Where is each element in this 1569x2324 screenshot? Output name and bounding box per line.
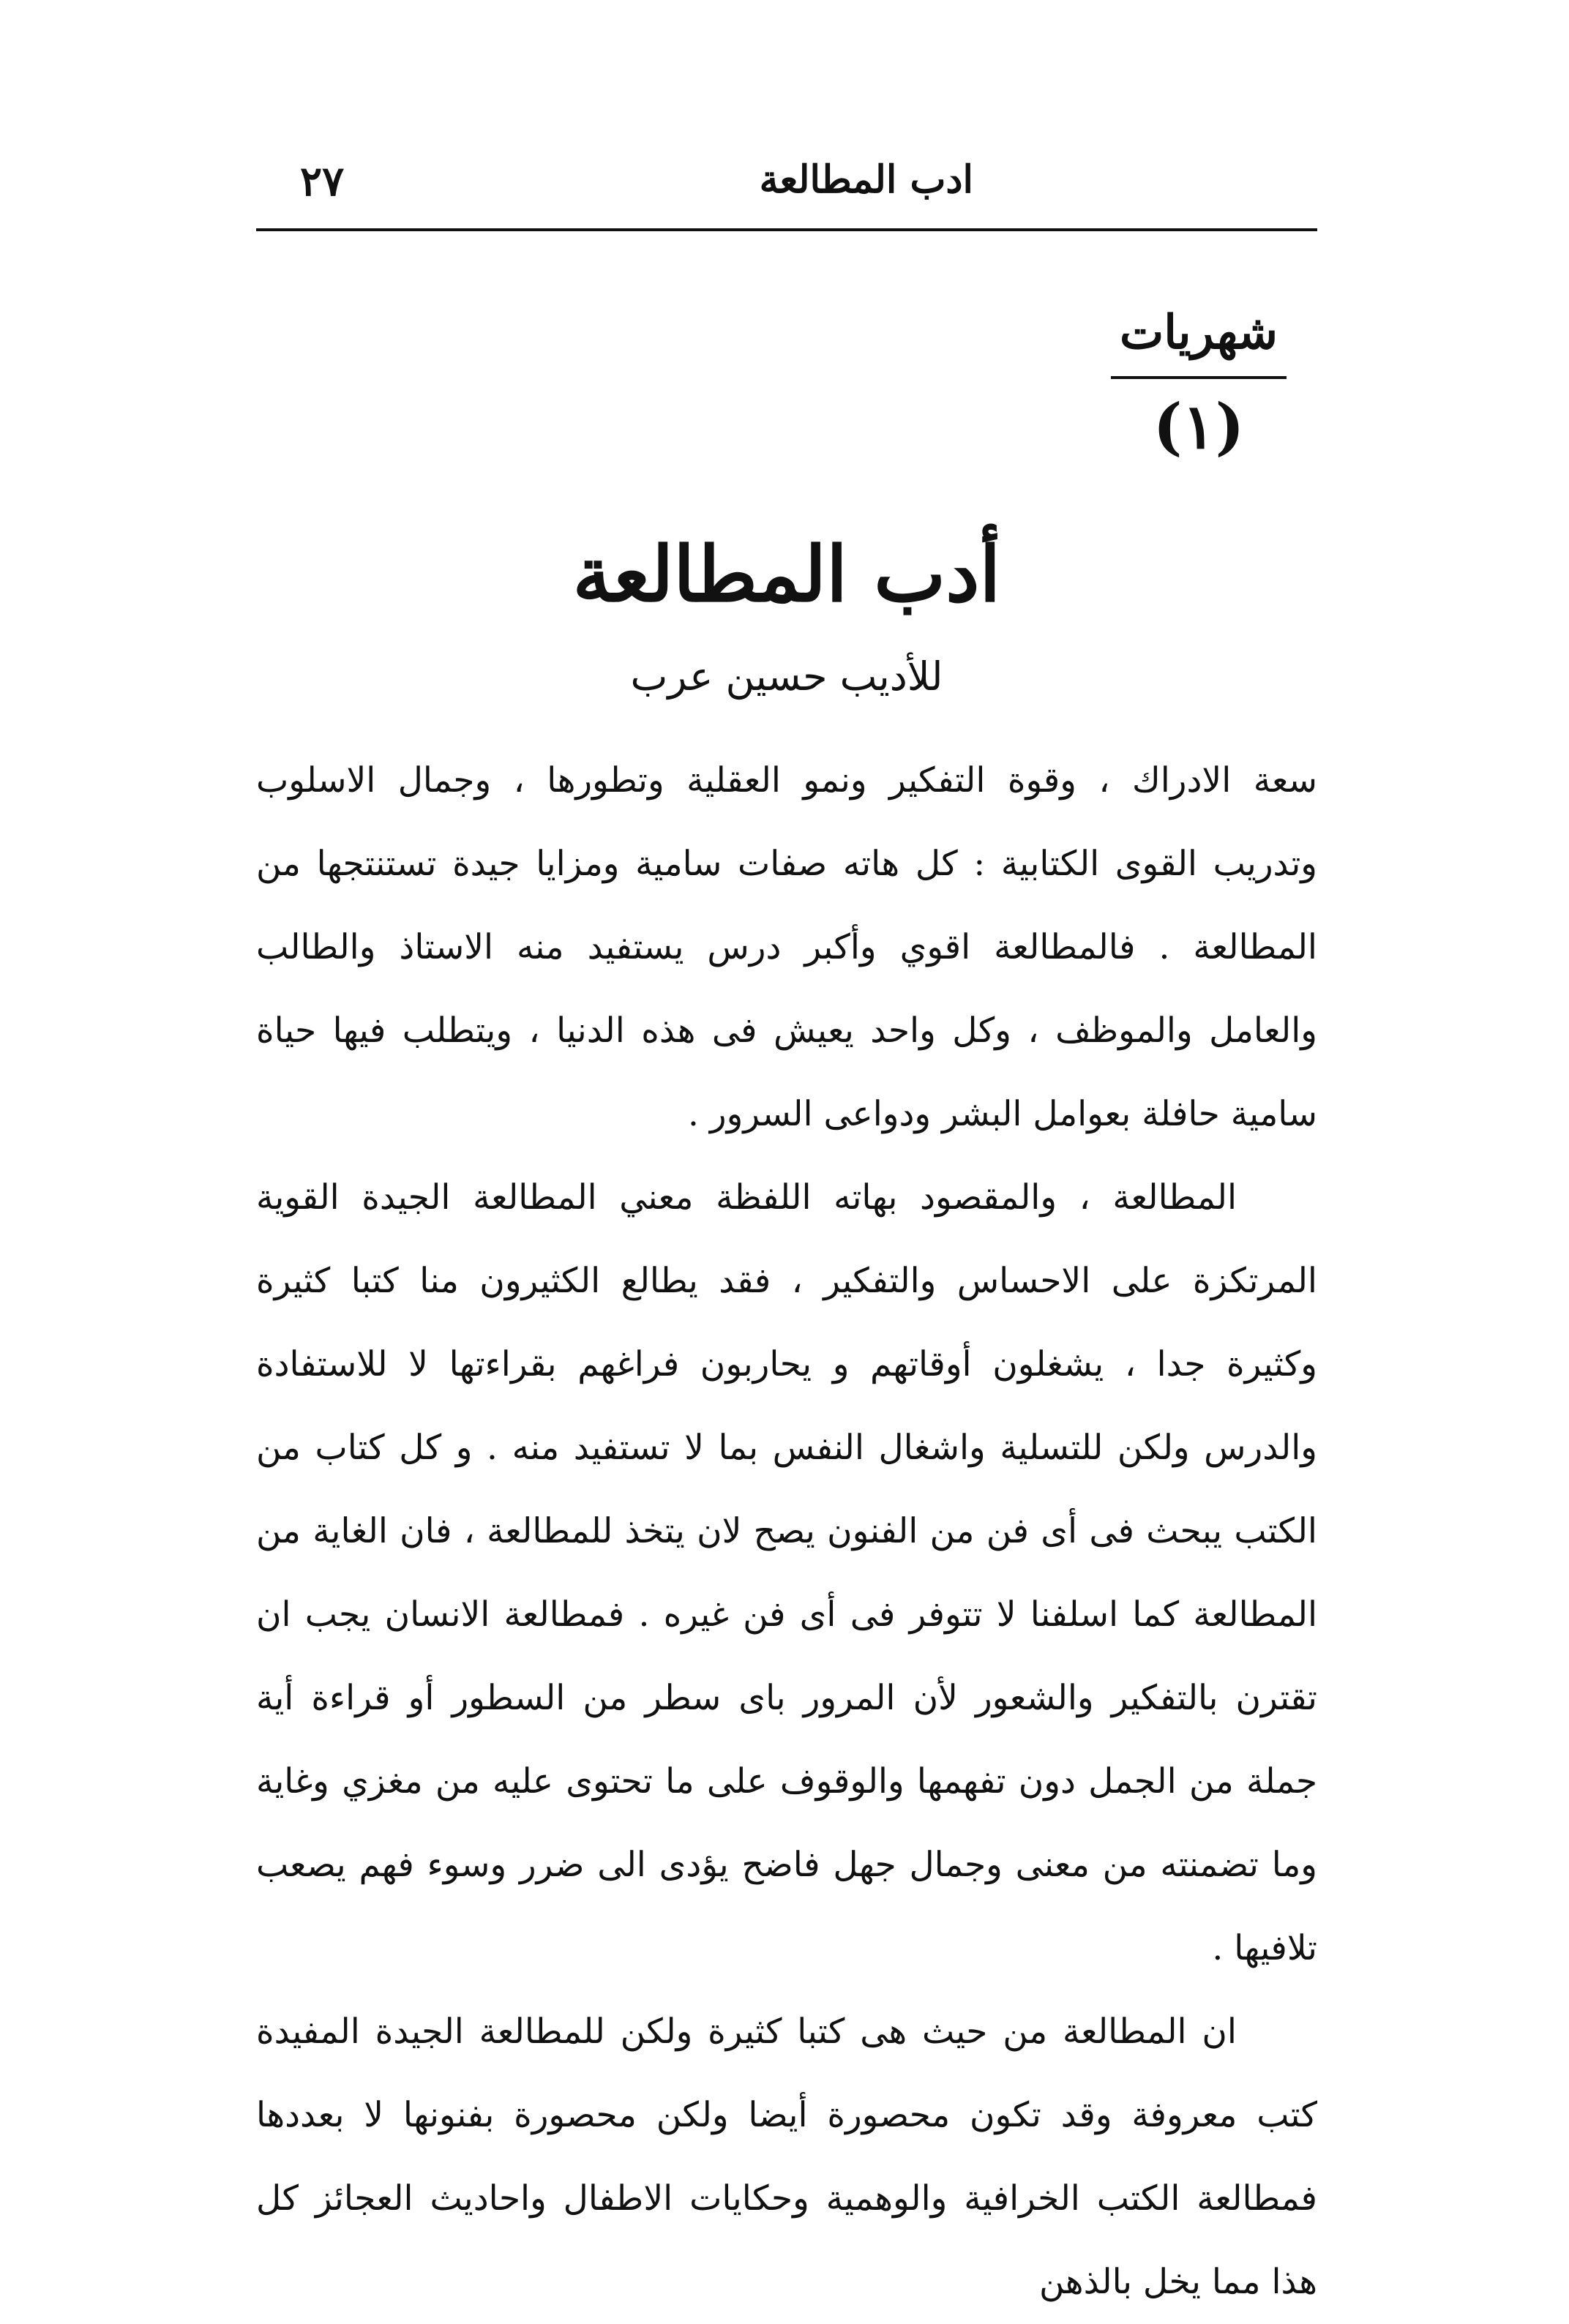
series-label: شهريات — [1120, 305, 1278, 360]
running-header — [256, 150, 1317, 223]
series-number: (١) — [1153, 390, 1245, 462]
article-title: أدب المطالعة — [572, 529, 1001, 619]
paragraph: سعة الادراك ، وقوة التفكير ونمو العقلية وتطورها ، وجمال الاسلوب وتدريب القوى الكتابية : كل هاته صفات سامية ومزايا جيدة تستنتجها من المطالعة . فالمطالعة اقوي وأكبر درس يستفيد منه الاستاذ والطالب والعامل والموظف ، وكل واحد يعيش فى هذه الدنيا ، ويتطلب فيها حياة سامية حافلة بعوامل البشر ودواعى السرور . — [256, 760, 1317, 1134]
article-body — [256, 739, 1317, 2324]
series-rule — [1111, 376, 1287, 379]
series-block — [1111, 300, 1287, 467]
page-number: ٢٧ — [300, 157, 345, 206]
paragraph: ان المطالعة من حيث هى كتبا كثيرة ولكن للمطالعة الجيدة المفيدة كتب معروفة وقد تكون محصورة أيضا ولكن محصورة بفنونها لا بعددها فمطالعة الكتب الخرافية والوهمية وحكايات الاطفال واحاديث العجائز كل هذا مما يخل بالذهن — [256, 2012, 1317, 2302]
header-rule — [256, 228, 1317, 231]
article-byline: للأديب حسين عرب — [630, 653, 943, 700]
paragraph: المطالعة ، والمقصود بهاته اللفظة معني المطالعة الجيدة القوية المرتكزة على الاحساس والتفكير ، فقد يطالع الكثيرون منا كتبا كثيرة وكثيرة جدا ، يشغلون أوقاتهم و يحاربون فراغهم بقراءتها لا للاستفادة والدرس ولكن للتسلية واشغال النفس بما لا تستفيد منه . و كل كتاب من الكتب يبحث فى أى فن من الفنون يصح لان يتخذ للمطالعة ، فان الغاية من المطالعة كما اسلفنا لا تتوفر فى أى فن غيره . فمطالعة الانسان يجب ان تقترن بالتفكير والشعور لأن المرور باى سطر من السطور أو قراءة أية جملة من الجمل دون تفهمها والوقوف على ما تحتوى عليه من مغزي وغاية وما تضمنته من معنى وجمال جهل فاضح يؤدى الى ضرر وسوء فهم يصعب تلافيها . — [256, 1177, 1317, 1968]
running-title: ادب المطالعة — [759, 157, 973, 202]
